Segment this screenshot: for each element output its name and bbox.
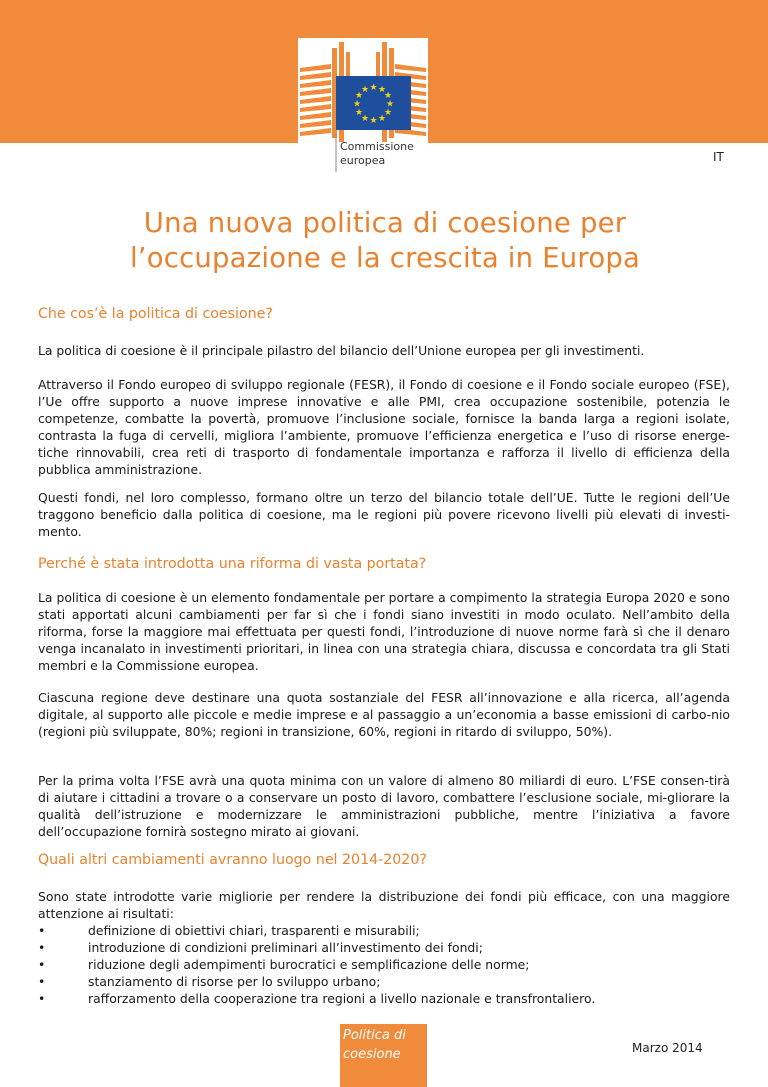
page-title [60,206,710,276]
list-item: • rafforzamento della cooperazione tra regioni a livello nazionale e transfrontaliero. [38,991,596,1006]
svg-text:★: ★ [385,99,395,110]
paragraph: Questi fondi, nel loro complesso, formano oltre un terzo del bilancio totale dell’UE. Tutte le regioni dell’Ue traggono beneficio dalla politica di coesione, ma le regioni più povere ricevono livelli più elevati di investi-mento. [38,490,730,539]
logo-text-line2: europea [340,154,386,167]
svg-text:★: ★ [352,99,362,110]
paragraph: Ciascuna regione deve destinare una quota sostanziale del FESR all’innovazione e alla ricerca, all’agenda digitale, al supporto alle piccole e medie imprese e al passaggio a un’economia a basse emissioni di carbo-nio (regioni più sviluppate, 80%; regioni in transizione, 60%, regioni in ritardo di sviluppo, 50%). [38,690,730,739]
paragraph: Sono state introdotte varie migliorie per rendere la distribuzione dei fondi più efficace, con una maggiore attenzione ai risultati: [38,889,730,921]
list-item: • riduzione degli adempimenti burocratici e semplificazione delle norme; [38,957,530,972]
svg-text:★: ★ [369,116,378,126]
svg-text:★: ★ [383,91,393,101]
footer-tag-line1: Politica di [343,1028,406,1043]
berlaymont-building-icon [298,38,428,172]
publication-date: Marzo 2014 [632,1041,703,1055]
language-code: IT [713,150,724,164]
title-line-1: Una nuova politica di coesione per [143,207,627,239]
svg-text:★: ★ [369,83,378,93]
footer-tag [340,1024,427,1087]
section-heading-2: Perché è stata introdotta una riforma di vasta portata? [38,556,427,572]
bullet-list [38,922,730,1007]
list-item: • stanziamento di risorse per lo sviluppo urbano; [38,974,381,989]
commissione-logo [298,38,428,172]
section-heading-1: Che cos’è la politica di coesione? [38,306,273,322]
svg-text:★: ★ [360,85,370,95]
paragraph: Attraverso il Fondo europeo di sviluppo regionale (FESR), il Fondo di coesione e il Fondo sociale europeo (FSE), l’Ue offre supporto a nuove imprese innovative e alle PMI, crea occupazione sostenibile, potenzia le competenze, combatte la povertà, promuove l’inclusione sociale, fornisce la banda larga a regioni isolate, contrasta la fuga di cervelli, migliora l’ambiente, promuove l’efficienza energetica e l’uso di risorse energe-tiche rinnovabili, crea reti di trasporto di fondamentale importanza e rafforza il livello di efficienza della pubblica amministrazione. [38,377,730,477]
list-item: • introduzione di condizioni preliminari all’investimento dei fondi; [38,940,483,955]
logo-text-line1: Commissione [340,140,414,153]
svg-text:★: ★ [383,108,393,118]
paragraph: Per la prima volta l’FSE avrà una quota minima con un valore di almeno 80 miliardi di euro. L’FSE consen-tirà di aiutare i cittadini a trovare o a conservare un posto di lavoro, combattere l’esclusione sociale, mi-gliorare la qualità dell’istruzione e modernizzare le amministrazioni pubbliche, mentre l’iniziativa a favore dell’occupazione fornirà sostegno mirato ai giovani. [38,773,730,839]
section-heading-3: Quali altri cambiamenti avranno luogo nel 2014-2020? [38,852,427,868]
paragraph: La politica di coesione è il principale pilastro del bilancio dell’Unione europea per gli investimenti. [38,343,645,358]
svg-text:★: ★ [377,85,387,95]
list-item: • definizione di obiettivi chiari, trasparenti e misurabili; [38,923,420,938]
paragraph: La politica di coesione è un elemento fondamentale per portare a compimento la strategia Europa 2020 e sono stati apportati alcuni cambiamenti per far sì che i fondi siano investiti in modo oculato. Nell’ambito della riforma, forse la maggiore mai effettuata per questi fondi, l’introduzione di nuove norme farà sì che il denaro venga incanalato in investimenti prioritari, in linea con una strategia chiara, discussa e concordata tra gli Stati membri e la Commissione europea. [38,590,730,673]
title-line-2: l’occupazione e la crescita in Europa [129,242,641,274]
svg-text:★: ★ [354,108,364,118]
footer-tag-line2: coesione [343,1047,401,1062]
svg-text:★: ★ [377,114,387,124]
svg-text:★: ★ [354,91,364,101]
svg-text:★: ★ [360,114,370,124]
